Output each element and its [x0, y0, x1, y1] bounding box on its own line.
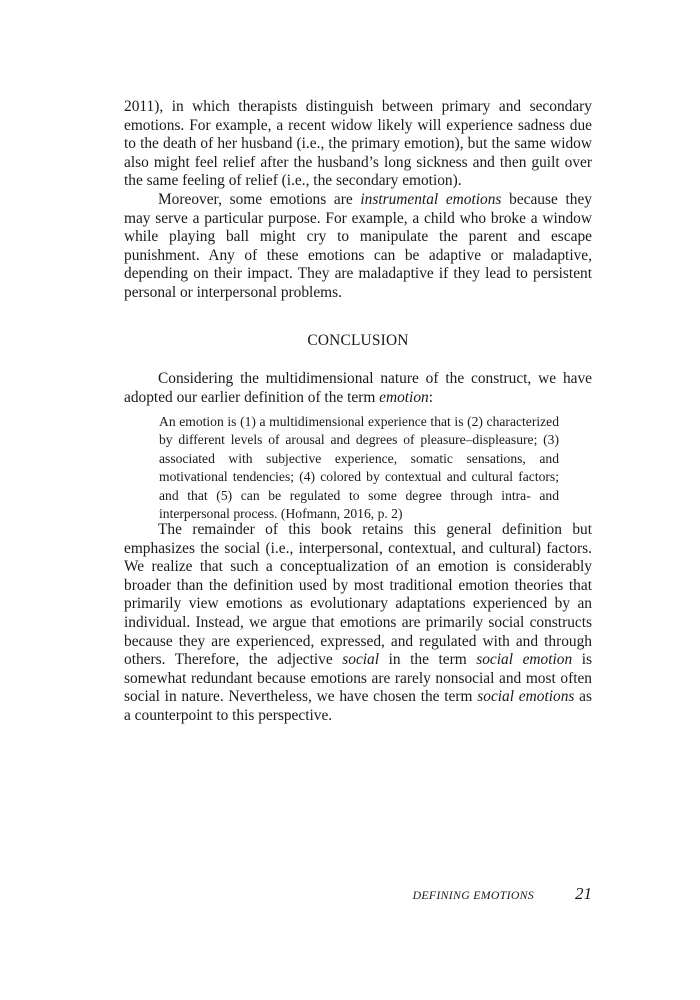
- text-run: is somewhat redundant because emotions are rarely nonsocial and most often social in nature. Nevertheless, we have chosen the term: [124, 651, 592, 706]
- text-run: The remainder of this book retains this general definition but emphasizes the social (i.e., interpersonal, contextual, and cultural) factors. We realize that such a conceptualization of an emotion is considerably broader than the definition used by most traditional emotion theories that primarily view emotions as evolutionary adaptations experienced by an individual. Instead, we argue that emotions are primarily social constructs because they are experienced, expressed, and regulated with and through others. Therefore, the adjective: [124, 521, 592, 669]
- text-run: Considering the multidimensional nature of the construct, we have adopted our earlier definition of the term: [124, 370, 592, 406]
- running-head: DEFINING EMOTIONS: [412, 888, 534, 902]
- emphasis-term: social emotions: [477, 688, 575, 706]
- text-run: because they may serve a particular purpose. For example, a child who broke a window while playing ball might cry to manipulate the parent and escape punishment. Any of these emotions can be adaptive or maladaptive, depending on their impact. They are maladaptive if they lead to persistent personal or interpersonal problems.: [124, 190, 593, 301]
- text-run: Moreover, some emotions are: [158, 190, 361, 208]
- body-text-remainder: [124, 521, 592, 726]
- text-run: as a counterpoint to this perspective.: [124, 688, 592, 724]
- text-run: :: [428, 388, 434, 406]
- paragraph-social-emotions: [124, 521, 592, 726]
- paragraph-instrumental-emotions: [124, 191, 592, 303]
- text-run: in the term: [379, 651, 477, 669]
- paragraph-definition-intro: [124, 370, 592, 407]
- emphasis-term: emotion: [379, 388, 429, 406]
- emphasis-term: social: [342, 651, 380, 669]
- block-quote-definition: An emotion is (1) a multidimensional experience that is (2) characterized by different levels of arousal and degrees of pleasure–displeasure; (3) associated with subjective experience, somatic sensations, and motivational tendencies; (4) colored by contextual and cultural factors; and that (5) can be regulated to some degree through intra- and interpersonal process. (Hofmann, 2016, p. 2): [159, 414, 559, 522]
- body-text-top: [124, 98, 592, 303]
- page-number: 21: [575, 884, 592, 903]
- emphasis-term: instrumental emotions: [360, 190, 502, 208]
- emphasis-term: social emotion: [476, 651, 573, 669]
- section-heading: CONCLUSION: [307, 332, 409, 349]
- body-text-conclusion: [124, 370, 592, 407]
- paragraph-primary-secondary-emotions: 2011), in which therapists distinguish between primary and secondary emotions. For example, a recent widow likely will experience sadness due to the death of her husband (i.e., the primary emotion), but the same widow also might feel relief after the husband’s long sickness and then guilt over the same feeling of relief (i.e., the secondary emotion).: [124, 98, 592, 190]
- page-footer: [124, 884, 592, 908]
